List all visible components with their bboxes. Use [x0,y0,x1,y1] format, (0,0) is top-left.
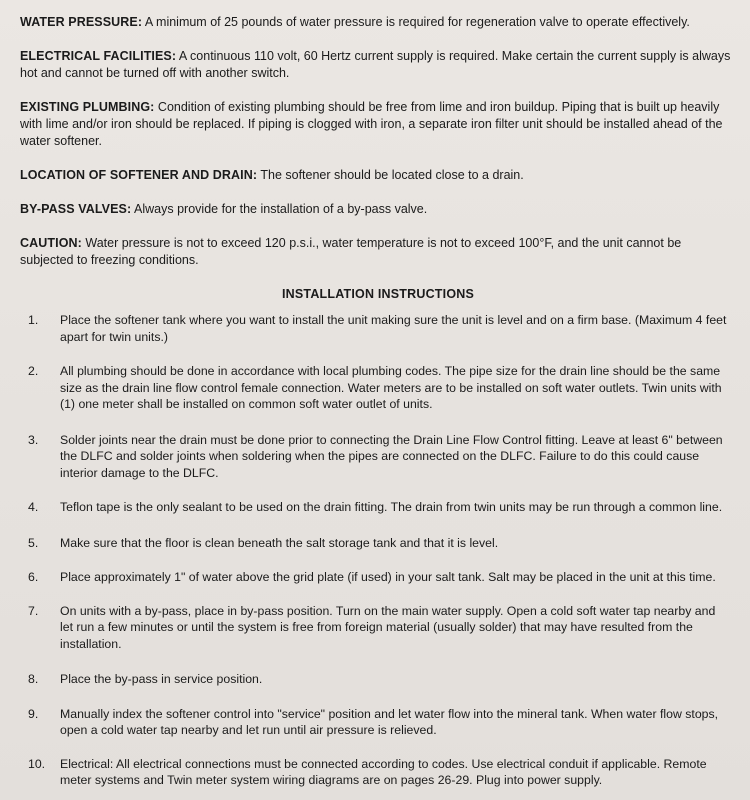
step-text: Place approximately 1" of water above the grid plate (if used) in your salt tank. Salt may be placed in the unit at this time. [60,570,716,584]
electrical-facilities-paragraph [20,48,736,82]
step-text: Teflon tape is the only sealant to be used on the drain fitting. The drain from twin units may be run through a common line. [60,500,723,514]
step-number: 3. [28,432,39,447]
list-item [20,363,736,413]
paragraph-text: The softener should be located close to a drain. [257,168,524,182]
step-text: Place the softener tank where you want to install the unit making sure the unit is level and on a firm base. (Maximum 4 feet apart for twin units.) [60,313,727,344]
list-item [20,569,736,586]
list-item [20,535,736,552]
existing-plumbing-paragraph [20,99,736,150]
paragraph-lead: EXISTING PLUMBING: [20,100,155,114]
water-pressure-paragraph [20,14,736,31]
list-item [20,432,736,482]
step-text: Manually index the softener control into "service" position and let water flow into the mineral tank. When water flow stops, open a cold water tap nearby and let run until air pressure is relieved. [60,706,719,737]
step-number: 1. [28,313,39,327]
paragraph-lead: CAUTION: [20,236,82,250]
step-number: 4. [28,500,39,514]
installation-steps-list [20,312,736,789]
step-text: Solder joints near the drain must be done prior to connecting the Drain Line Flow Control fitting. Leave at least 6" between the DLFC and solder joints when soldering when the pipes are connected on the DLFC. Failure to do this could cause interior damage to the DLFC. [60,432,723,480]
bypass-valves-paragraph [20,201,736,218]
paragraph-text: A minimum of 25 pounds of water pressure is required for regeneration valve to operate effectively. [142,15,690,29]
paragraph-lead: WATER PRESSURE: [20,15,143,29]
paragraph-lead: ELECTRICAL FACILITIES: [20,49,177,63]
paragraph-text: A continuous 110 volt, 60 Hertz current supply is required. Make certain the current supply is always hot and cannot be turned off with another switch. [20,49,731,80]
list-item [20,603,736,653]
step-text: Electrical: All electrical connections must be connected according to codes. Use electrical conduit if applicable. Remote meter systems and Twin meter system wiring diagrams are on pages 26-29. Plug into power supply. [60,756,707,787]
step-number: 2. [28,364,39,378]
step-number: 5. [28,535,39,550]
step-text: Place the by-pass in service position. [60,672,263,686]
step-number: 7. [28,603,39,618]
step-text: All plumbing should be done in accordance with local plumbing codes. The pipe size for the drain line should be the same size as the drain line flow control female connection. Water meters are to be installed on soft water outlets. Twin units with (1) one meter shall be installed on common soft water outlet of units. [60,364,722,411]
step-number: 6. [28,570,39,584]
location-paragraph [20,167,736,184]
list-item [20,756,736,789]
step-text: Make sure that the floor is clean beneath the salt storage tank and that it is level. [60,535,499,550]
list-item [20,499,736,516]
paragraph-lead: LOCATION OF SOFTENER AND DRAIN: [20,168,258,182]
list-item [20,671,736,688]
step-number: 9. [28,706,39,721]
list-item [20,706,736,739]
list-item [20,312,736,345]
paragraph-text: Water pressure is not to exceed 120 p.s.i., water temperature is not to exceed 100°F, and the unit cannot be subjected to freezing conditions. [20,236,682,267]
step-text: On units with a by-pass, place in by-pass position. Turn on the main water supply. Open a cold soft water tap nearby and let run a few minutes or until the system is free from foreign material (usually solder) that may have resulted from the installation. [60,603,716,651]
step-number: 8. [28,672,39,686]
paragraph-text: Condition of existing plumbing should be free from lime and iron buildup. Piping that is built up heavily with lime and/or iron should be replaced. If piping is clogged with iron, a separate iron filter unit should be installed ahead of the water softener. [20,100,723,148]
step-number: 10. [28,756,46,771]
paragraph-lead: BY-PASS VALVES: [20,202,132,216]
caution-paragraph [20,235,736,269]
paragraph-text: Always provide for the installation of a by-pass valve. [131,202,428,216]
installation-heading: INSTALLATION INSTRUCTIONS [281,287,475,301]
